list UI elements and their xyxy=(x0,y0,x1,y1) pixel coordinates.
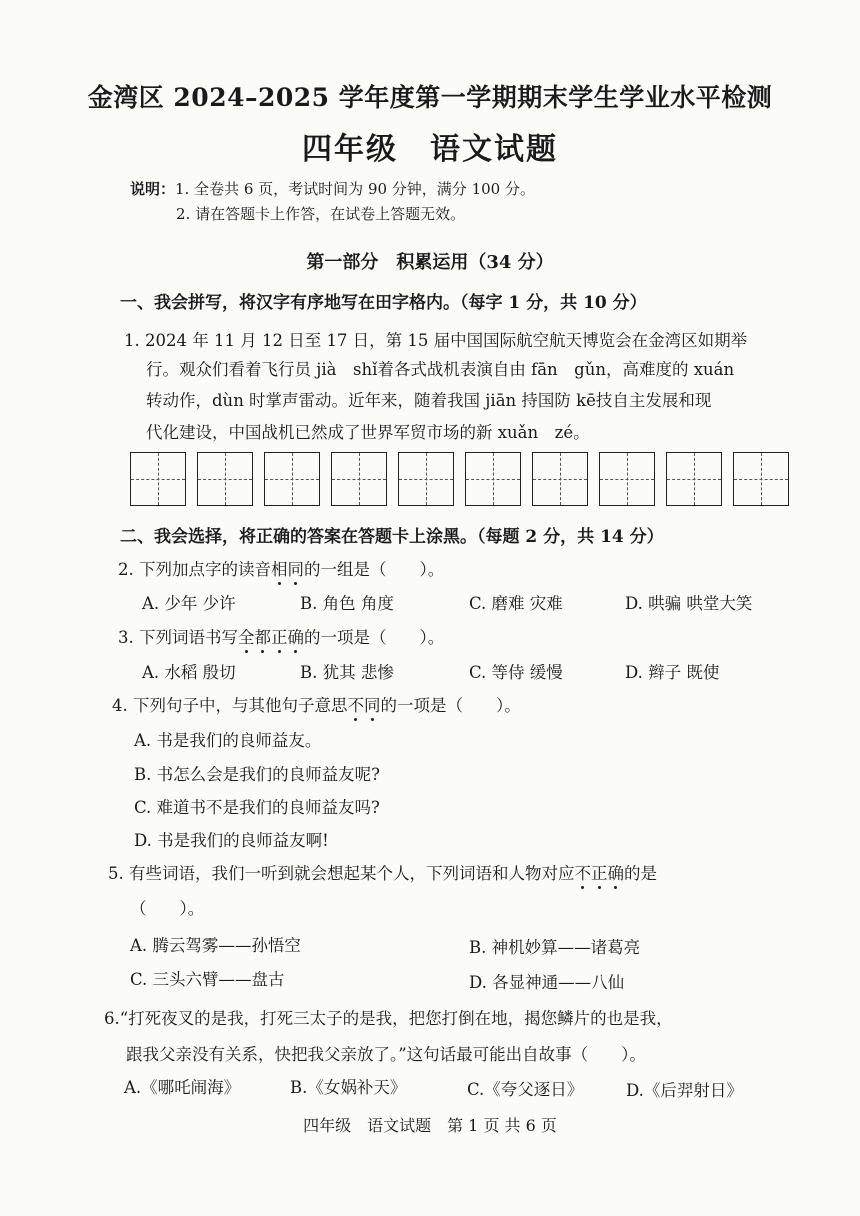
q5-option-c: C. 三头六臂——盘古 xyxy=(130,970,285,989)
instructions-label: 说明： xyxy=(130,180,176,198)
q3-option-d: D. 辫子 既使 xyxy=(625,663,720,682)
writing-grid-cell[interactable] xyxy=(532,452,588,506)
q1-line-2: 行。观众们看着飞行员 jià shǐ着各式战机表演自由 fān gǔn，高难度的 xuán xyxy=(146,360,735,379)
q6-option-b: B.《女娲补天》 xyxy=(290,1078,407,1097)
q6-stem-line-2: 跟我父亲没有关系，快把我父亲放了。”这句话最可能出自故事（ ）。 xyxy=(126,1045,646,1064)
section2-heading: 二、我会选择，将正确的答案在答题卡上涂黑。（每题 2 分，共 14 分） xyxy=(120,527,664,547)
writing-grid-cell[interactable] xyxy=(666,452,722,506)
q5-option-a: A. 腾云驾雾——孙悟空 xyxy=(130,936,301,955)
writing-grid-cell[interactable] xyxy=(733,452,789,506)
emphasis-char: 不 xyxy=(348,692,365,716)
writing-grid-cell[interactable] xyxy=(398,452,454,506)
q3-stem: 3. 下列词语书写全都正确的一项是（ ）。 xyxy=(118,624,444,648)
emphasis-char: 全 xyxy=(238,624,255,648)
writing-grid-cell[interactable] xyxy=(197,452,253,506)
q5-option-d: D. 各显神通——八仙 xyxy=(469,973,625,992)
q4-option-c: C. 难道书不是我们的良师益友吗? xyxy=(134,798,380,817)
q5-stem: 5. 有些词语，我们一听到就会想起某个人，下列词语和人物对应不正确的是 xyxy=(108,860,657,884)
emphasis-char: 相 xyxy=(271,556,288,580)
exam-title: 金湾区 2024–2025 学年度第一学期期末学生学业水平检测 xyxy=(87,83,773,112)
part-heading: 第一部分 积累运用（34 分） xyxy=(306,252,554,273)
writing-grid-cell[interactable] xyxy=(465,452,521,506)
q3-option-c: C. 等侍 缓慢 xyxy=(469,663,563,682)
q4-stem: 4. 下列句子中，与其他句子意思不同的一项是（ ）。 xyxy=(112,692,521,716)
emphasis-char: 确 xyxy=(608,860,625,884)
page-footer: 四年级 语文试题 第 1 页 共 6 页 xyxy=(303,1116,557,1135)
writing-grid-cell[interactable] xyxy=(264,452,320,506)
instruction-line-1: 1. 全卷共 6 页，考试时间为 90 分钟，满分 100 分。 xyxy=(175,180,535,198)
q1-line-3: 转动作，dùn 时掌声雷动。近年来，随着我国 jiān 持国防 kē技自主发展和现 xyxy=(146,391,712,410)
q6-stem-line-1: 6.“打死夜叉的是我，打死三太子的是我，把您打倒在地，揭您鳞片的也是我， xyxy=(104,1009,673,1028)
instructions xyxy=(130,178,535,199)
emphasis-char: 确 xyxy=(288,624,305,648)
q6-option-a: A.《哪吒闹海》 xyxy=(124,1078,241,1097)
q2-option-b: B. 角色 角度 xyxy=(300,594,394,613)
q5-option-b: B. 神机妙算——诸葛亮 xyxy=(469,938,641,957)
emphasis-char: 正 xyxy=(591,860,608,884)
q1-line-4: 代化建设，中国战机已然成了世界军贸市场的新 xuǎn zé。 xyxy=(146,423,590,442)
writing-grid-cell[interactable] xyxy=(599,452,655,506)
emphasis-char: 都 xyxy=(255,624,272,648)
instruction-line-2: 2. 请在答题卡上作答，在试卷上答题无效。 xyxy=(176,205,466,223)
tianzige-grid-row xyxy=(130,452,789,506)
emphasis-char: 不 xyxy=(575,860,592,884)
q2-option-a: A. 少年 少许 xyxy=(142,594,236,613)
q3-option-b: B. 犹其 悲惨 xyxy=(300,663,394,682)
q4-option-a: A. 书是我们的良师益友。 xyxy=(134,731,322,750)
writing-grid-cell[interactable] xyxy=(130,452,186,506)
emphasis-char: 同 xyxy=(288,556,305,580)
q5-stem-line-2: （ ）。 xyxy=(130,899,205,918)
emphasis-char: 正 xyxy=(271,624,288,648)
q4-option-b: B. 书怎么会是我们的良师益友呢? xyxy=(134,765,380,784)
q1-line-1: 1. 2024 年 11 月 12 日至 17 日，第 15 届中国国际航空航天博览会在金湾区如期举 xyxy=(124,331,748,350)
exam-subtitle: 四年级 语文试题 xyxy=(302,132,558,167)
q6-option-c: C.《夸父逐日》 xyxy=(467,1080,584,1099)
emphasis-char: 同 xyxy=(364,692,381,716)
writing-grid-cell[interactable] xyxy=(331,452,387,506)
q4-option-d: D. 书是我们的良师益友啊! xyxy=(134,831,329,850)
q2-option-d: D. 哄骗 哄堂大笑 xyxy=(625,594,753,613)
section1-heading: 一、我会拼写，将汉字有序地写在田字格内。（每字 1 分，共 10 分） xyxy=(120,293,647,313)
q3-option-a: A. 水稻 殷切 xyxy=(142,663,236,682)
q6-option-d: D.《后羿射日》 xyxy=(626,1081,743,1100)
q2-option-c: C. 磨难 灾难 xyxy=(469,594,563,613)
q2-stem: 2. 下列加点字的读音相同的一组是（ ）。 xyxy=(118,556,444,580)
